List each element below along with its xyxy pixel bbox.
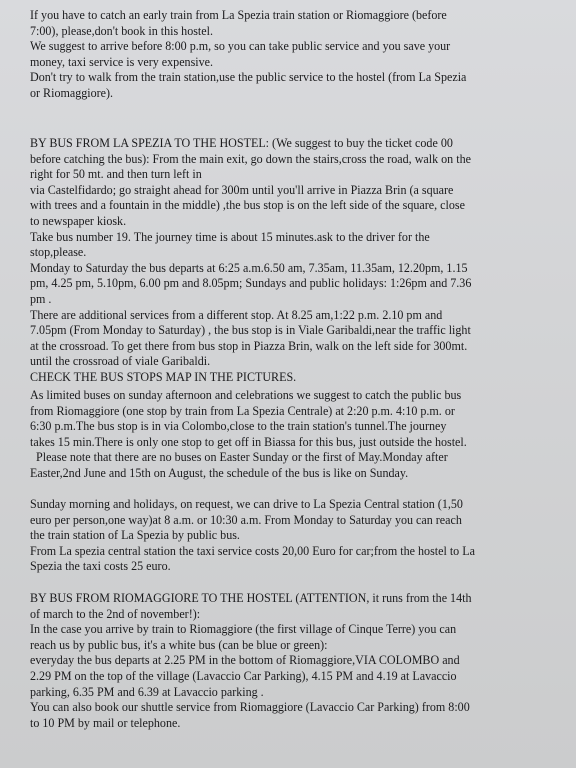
paragraph-bus-from-la-spezia <box>30 136 550 386</box>
section-heading-line: BY BUS FROM LA SPEZIA TO THE HOSTEL: (We suggest to buy the ticket code 00 <box>30 136 453 150</box>
text-line: of march to the 2nd of november!): <box>30 606 201 621</box>
text-line: Spezia the taxi costs 25 euro. <box>30 559 171 574</box>
text-line: from Riomaggiore (one stop by train from La Spezia Centrale) at 2:20 p.m. 4:10 p.m. or <box>30 403 455 418</box>
text-line: As limited buses on sunday afternoon and celebrations we suggest to catch the public bus <box>30 388 462 402</box>
text-line: Monday to Saturday the bus departs at 6:25 a.m.6.50 am, 7.35am, 11.35am, 12.20pm, 1.15 <box>30 260 468 275</box>
paragraph-bus-from-riomaggiore <box>30 591 550 731</box>
text-line: There are additional services from a different stop. At 8.25 am,1:22 p.m. 2.10 pm and <box>30 307 443 322</box>
text-line: to 10 PM by mail or telephone. <box>30 715 181 730</box>
text-line: parking, 6.35 PM and 6.39 at Lavaccio parking . <box>30 684 264 699</box>
text-line: You can also book our shuttle service from Riomaggiore (Lavaccio Car Parking) from 8:00 <box>30 700 470 715</box>
paragraph-sunday-buses <box>30 388 550 482</box>
text-line: 2.29 PM on the top of the village (Lavaccio Car Parking), 4.15 PM and 4.19 at Lavaccio <box>30 668 457 683</box>
text-line: CHECK THE BUS STOPS MAP IN THE PICTURES. <box>30 369 297 384</box>
text-line: via Castelfidardo; go straight ahead for 300m until you'll arrive in Piazza Brin (a square <box>30 182 454 197</box>
text-line: Don't try to walk from the train station,use the public service to the hostel (from La Spezia <box>30 70 467 85</box>
text-line: Take bus number 19. The journey time is about 15 minutes.ask to the driver for the <box>30 229 430 244</box>
text-line: 7.05pm (From Monday to Saturday) , the bus stop is in Viale Garibaldi,near the traffic light <box>30 323 471 338</box>
text-line: reach us by public bus, it's a white bus (can be blue or green): <box>30 637 328 652</box>
text-line: We suggest to arrive before 8:00 p.m, so you can take public service and you save your <box>30 39 451 54</box>
text-line: pm, 4.25 pm, 5.10pm, 6.00 pm and 8.05pm; Sundays and public holidays: 1:26pm and 7.36 <box>30 276 472 291</box>
text-line: Easter,2nd June and 15th on August, the schedule of the bus is like on Sunday. <box>30 465 409 480</box>
text-line: everyday the bus departs at 2.25 PM in the bottom of Riomaggiore,VIA COLOMBO and <box>30 653 460 668</box>
text-line: If you have to catch an early train from La Spezia train station or Riomaggiore (before <box>30 8 447 22</box>
text-line: or Riomaggiore). <box>30 85 114 100</box>
text-line: euro per person,one way)at 8 a.m. or 10:30 a.m. From Monday to Saturday you can reach <box>30 512 462 527</box>
text-line: takes 15 min.There is only one stop to get off in Biassa for this bus, just outside the hostel. <box>30 434 467 449</box>
text-line: money, taxi service is very expensive. <box>30 54 214 69</box>
text-line: pm . <box>30 291 52 306</box>
text-line: Sunday morning and holidays, on request, we can drive to La Spezia Central station (1,50 <box>30 497 463 511</box>
text-line: Please note that there are no buses on Easter Sunday or the first of May.Monday after <box>30 450 448 465</box>
text-line: at the crossroad. To get there from bus stop in Piazza Brin, walk on the left side for 300mt. <box>30 338 468 353</box>
text-line: right for 50 mt. and then turn left in <box>30 167 202 182</box>
text-line: to newspaper kiosk. <box>30 213 127 228</box>
text-line: until the crossroad of viale Garibaldi. <box>30 354 211 369</box>
text-line: before catching the bus): From the main exit, go down the stairs,cross the road, walk on the <box>30 151 471 166</box>
paragraph-booking-advice <box>30 8 550 102</box>
text-line: From La spezia central station the taxi service costs 20,00 Euro for car;from the hostel to La <box>30 543 475 558</box>
text-line: stop,please. <box>30 245 87 260</box>
paragraph-holiday-shuttle-and-taxi <box>30 497 550 575</box>
text-line: with trees and a fountain in the middle) ,the bus stop is on the left side of the square, close <box>30 198 465 213</box>
text-line: the train station of La Spezia by public bus. <box>30 528 240 543</box>
text-line: In the case you arrive by train to Riomaggiore (the first village of Cinque Terre) you can <box>30 622 457 637</box>
section-heading-line: BY BUS FROM RIOMAGGIORE TO THE HOSTEL (ATTENTION, it runs from the 14th <box>30 591 472 605</box>
text-line: 6:30 p.m.The bus stop is in via Colombo,close to the train station's tunnel.The journey <box>30 419 447 434</box>
text-line: 7:00), please,don't book in this hostel. <box>30 23 214 38</box>
